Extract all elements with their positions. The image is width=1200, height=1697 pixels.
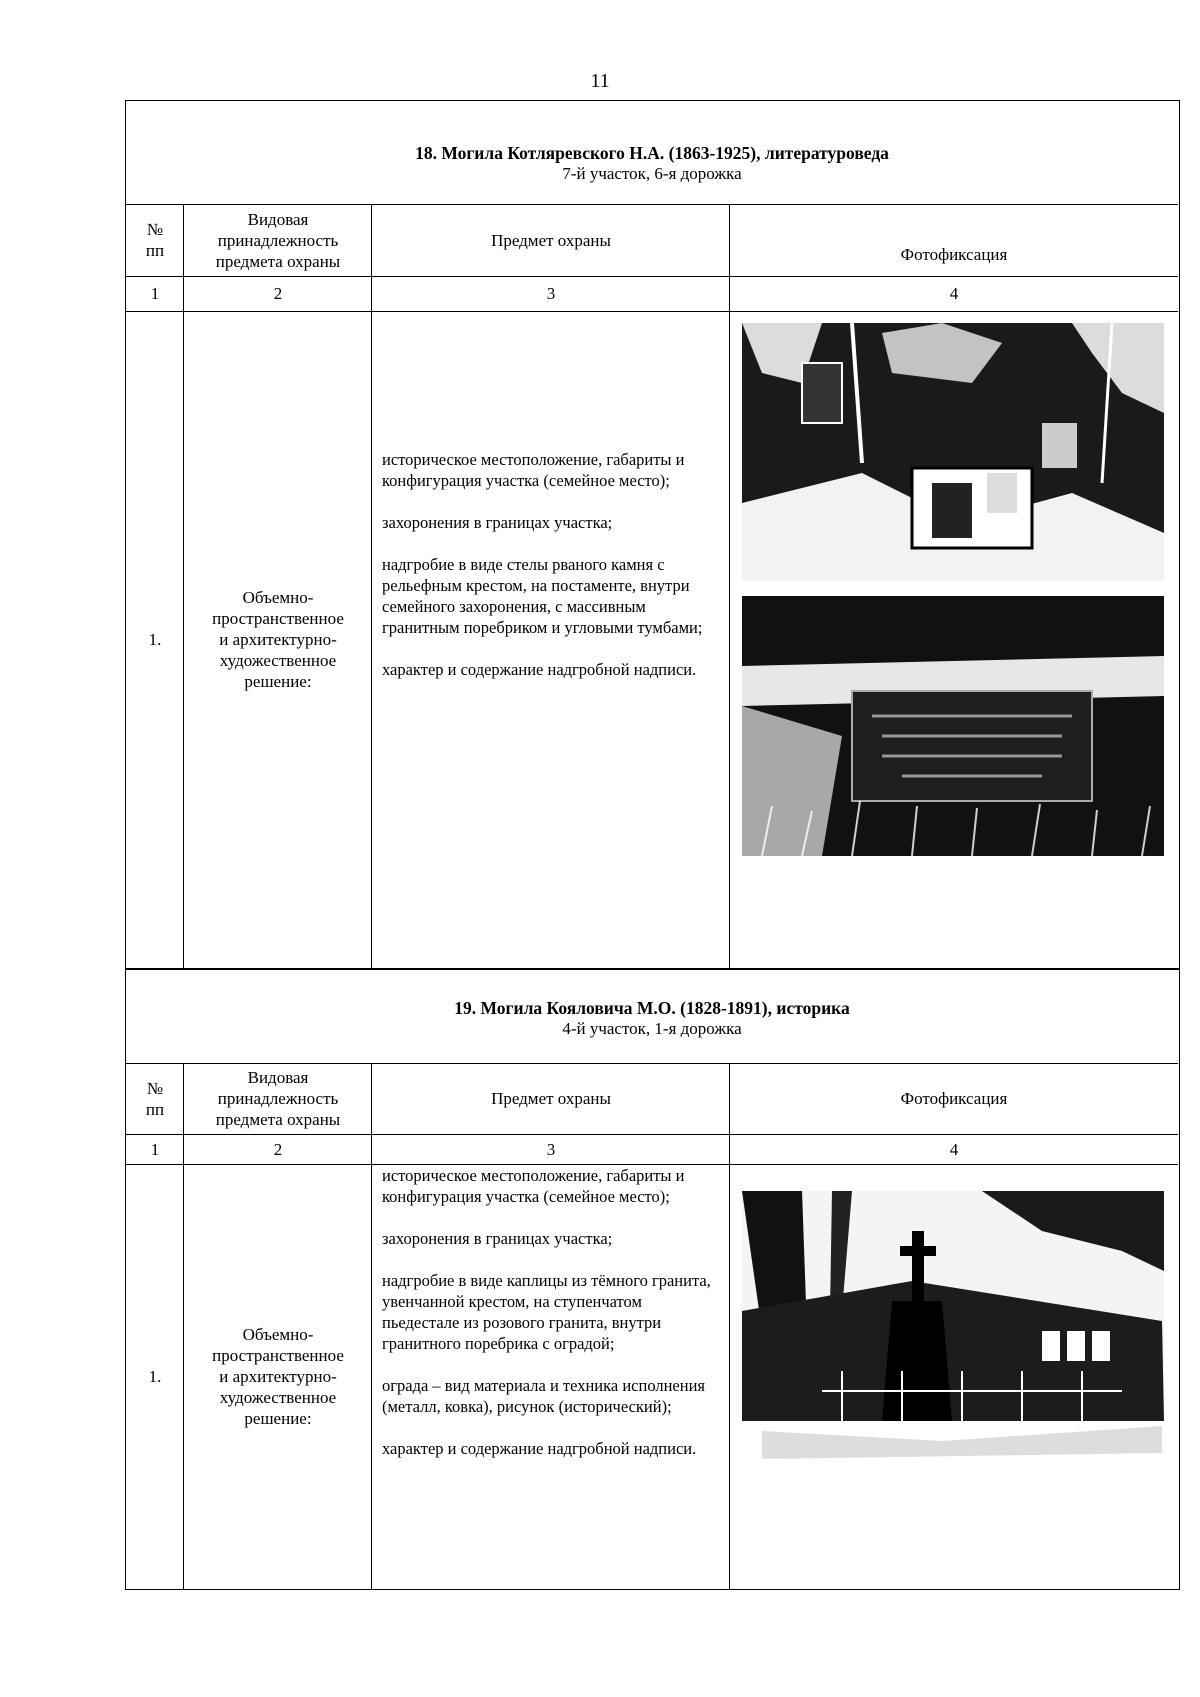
subject-item: захоронения в границах участка; xyxy=(382,1229,613,1248)
subject-item: надгробие в виде каплицы из тёмного гранита, увенчанной крестом, на ступенчатом пьедестале из розового гранита, внутри гранитного поребрика с оградой; xyxy=(382,1271,711,1353)
column-number-2: 2 xyxy=(273,1139,283,1159)
row-number: 1. xyxy=(148,630,162,649)
column-number-1: 1 xyxy=(150,1139,160,1159)
column-number-4: 4 xyxy=(949,284,959,303)
subject-item: характер и содержание надгробной надписи. xyxy=(382,660,697,679)
row-subject-list xyxy=(382,449,722,701)
subject-item: историческое местоположение, габариты и конфигурация участка (семейное место); xyxy=(382,450,685,490)
row-type: Объемно- пространственное и архитектурно- художественное решение: xyxy=(212,1324,344,1428)
column-number-2: 2 xyxy=(273,284,283,303)
page-number: 11 xyxy=(590,70,610,92)
column-number-3: 3 xyxy=(546,284,556,303)
column-number-3: 3 xyxy=(546,1139,556,1159)
subject-item: историческое местоположение, габариты и конфигурация участка (семейное место); xyxy=(382,1166,685,1206)
section-title: 18. Могила Котляревского Н.А. (1863-1925), литературоведа xyxy=(415,143,889,163)
section-19 xyxy=(125,968,1180,1590)
subject-item: захоронения в границах участка; xyxy=(382,513,613,532)
section-location: 7-й участок, 6-я дорожка xyxy=(562,164,742,183)
section-18 xyxy=(125,100,1180,970)
photo-grave-inscription xyxy=(742,596,1164,856)
photo-chapel-grave xyxy=(742,1191,1164,1471)
header-photo: Фотофиксация xyxy=(900,1089,1008,1108)
header-number: № пп xyxy=(145,220,165,260)
subject-item: надгробие в виде стелы рваного камня с рельефным крестом, на постаменте, внутри семейного захоронения, с массивным гранитным поребриком и угловыми тумбами; xyxy=(382,555,703,637)
section-title-block xyxy=(126,969,1178,1063)
row-number: 1. xyxy=(148,1366,162,1386)
section-title-block xyxy=(126,101,1178,204)
photo-grave-overview xyxy=(742,323,1164,581)
header-type: Видовая принадлежность предмета охраны xyxy=(215,209,341,271)
column-number-1: 1 xyxy=(150,284,160,303)
subject-item: ограда – вид материала и техника исполнения (металл, ковка), рисунок (исторический); xyxy=(382,1376,705,1416)
section-title: 19. Могила Кояловича М.О. (1828-1891), историка xyxy=(454,997,850,1018)
header-type: Видовая принадлежность предмета охраны xyxy=(215,1068,341,1129)
section-location: 4-й участок, 1-я дорожка xyxy=(562,1018,742,1038)
subject-item: характер и содержание надгробной надписи. xyxy=(382,1439,697,1458)
column-number-4: 4 xyxy=(949,1139,959,1159)
header-subject: Предмет охраны xyxy=(491,1089,611,1108)
header-number: № пп xyxy=(145,1078,165,1119)
header-photo: Фотофиксация xyxy=(900,245,1008,264)
row-type: Объемно- пространственное и архитектурно- художественное решение: xyxy=(212,588,344,691)
header-subject: Предмет охраны xyxy=(491,230,611,250)
row-subject-list xyxy=(382,1165,722,1480)
